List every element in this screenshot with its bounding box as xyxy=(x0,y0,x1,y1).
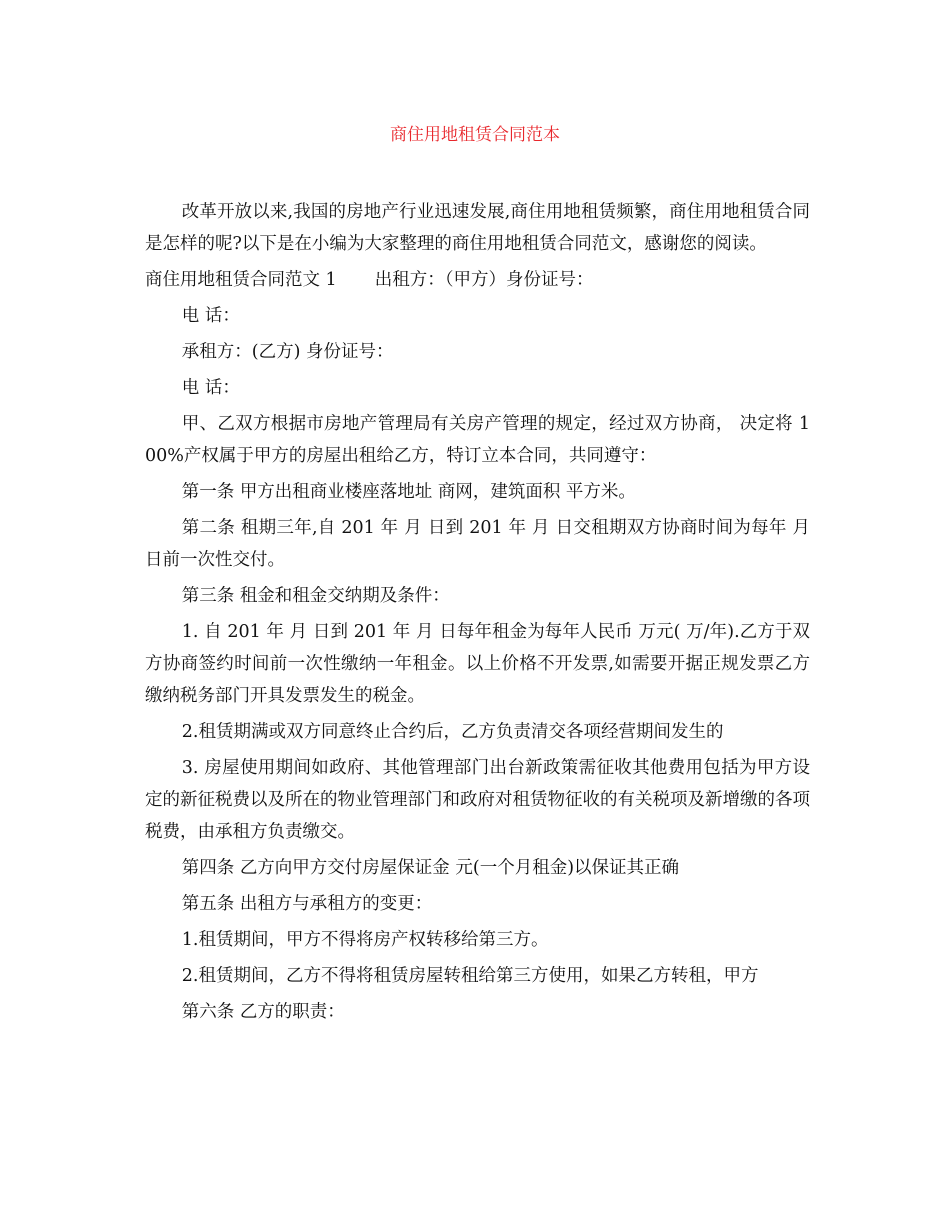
article-5-item-2: 2.租赁期间，乙方不得将租赁房屋转租给第三方使用，如果乙方转租，甲方 xyxy=(181,966,759,986)
lessee-line: 承租方：(乙方) 身份证号： xyxy=(181,342,394,362)
article-2: 第二条 租期三年,自 201 年 月 日到 201 年 月 日交租期双方协商时间为每年 月 日前一次性交付。 xyxy=(145,518,810,570)
article-3-item-3: 3. 房屋使用期间如政府、其他管理部门出台新政策需征收其他费用包括为甲方设定的新征税费以及所在的物业管理部门和政府对租赁物征收的有关税项及新增缴的各项税费，由承租方负责缴交。 xyxy=(145,758,810,842)
article-4: 第四条 乙方向甲方交付房屋保证金 元(一个月租金)以保证其正确 xyxy=(181,858,680,878)
article-3-item-1: 1. 自 201 年 月 日到 201 年 月 日每年租金为每年人民币 万元( 万/年).乙方于双方协商签约时间前一次性缴纳一年租金。以上价格不开发票,如需要开据正规发票乙方缴纳税务部门开具发票发生的税金。 xyxy=(145,622,810,706)
preamble-paragraph: 甲、乙双方根据市房地产管理局有关房产管理的规定，经过双方协商， 决定将 100%产权属于甲方的房屋出租给乙方，特订立本合同，共同遵守： xyxy=(145,414,810,466)
article-6: 第六条 乙方的职责： xyxy=(181,1002,345,1022)
article-5-item-1: 1.租赁期间，甲方不得将房产权转移给第三方。 xyxy=(181,930,549,950)
article-3-item-2: 2.租赁期满或双方同意终止合约后，乙方负责清交各项经营期间发生的 xyxy=(181,722,724,742)
document-title: 商住用地租赁合同范本 xyxy=(390,125,560,145)
lessor-line: 出租方：（甲方）身份证号： xyxy=(374,270,594,290)
article-3: 第三条 租金和租金交纳期及条件： xyxy=(181,586,450,606)
document-body xyxy=(145,196,810,1032)
sample-heading-line xyxy=(145,264,810,296)
sample-heading: 商住用地租赁合同范文 1 xyxy=(145,270,337,290)
lessor-phone: 电 话： xyxy=(181,306,240,326)
article-1: 第一条 甲方出租商业楼座落地址 商网，建筑面积 平方米。 xyxy=(181,482,636,502)
article-5: 第五条 出租方与承租方的变更： xyxy=(181,894,433,914)
intro-paragraph: 改革开放以来,我国的房地产行业迅速发展,商住用地租赁频繁，商住用地租赁合同是怎样的呢?以下是在小编为大家整理的商住用地租赁合同范文，感谢您的阅读。 xyxy=(145,202,810,254)
lessee-phone: 电 话： xyxy=(181,378,240,398)
